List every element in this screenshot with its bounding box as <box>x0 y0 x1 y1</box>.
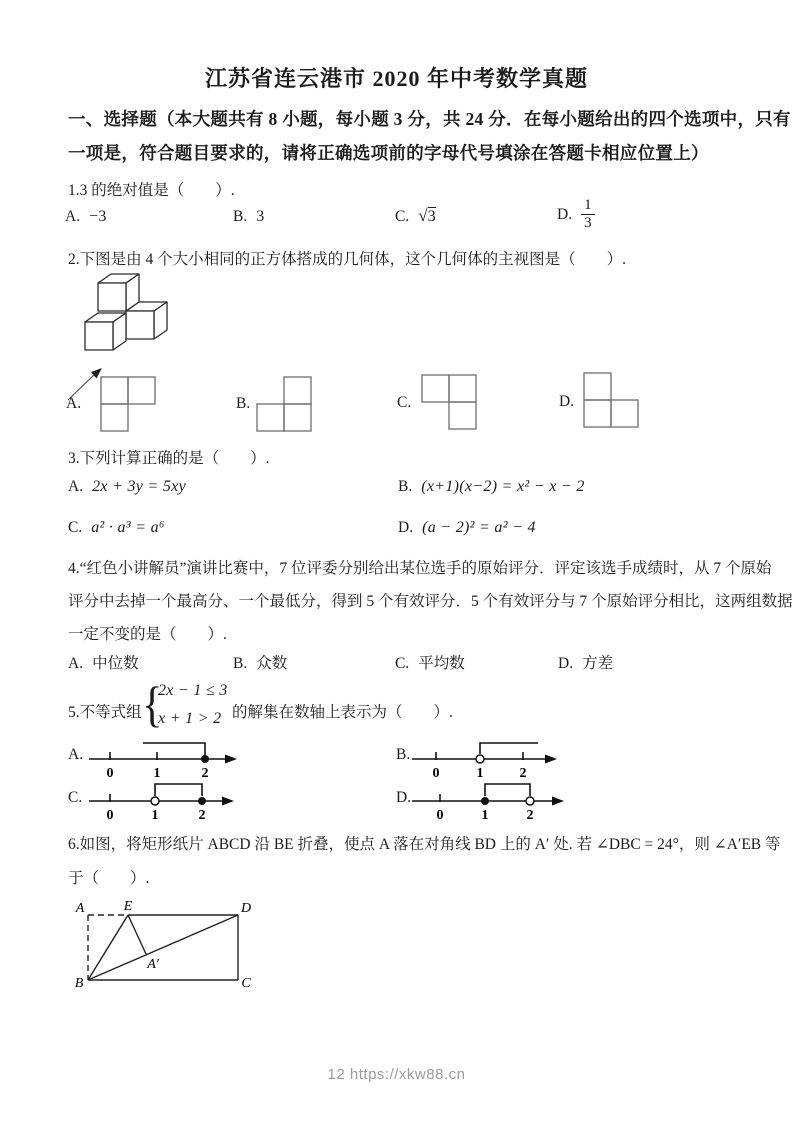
question-6-line1: 6.如图，将矩形纸片 ABCD 沿 BE 折叠，使点 A 落在对角线 BD 上的 A′ 处. 若 ∠DBC = 24°，则 ∠A′EB 等 <box>68 836 781 853</box>
q3-option-d <box>398 519 536 537</box>
diagonal-BD <box>88 915 238 980</box>
tick-label: 2 <box>201 766 209 781</box>
option-label: C. <box>395 208 410 225</box>
solid-point-2 <box>201 755 209 763</box>
numberline-c-figure <box>85 777 250 825</box>
tick-label: 0 <box>106 766 114 781</box>
question-2-text: 2.下图是由 4 个大小相同的正方体搭成的几何体，这个几何体的主视图是（ ）. <box>68 251 627 268</box>
question-4-line3: 一定不变的是（ ）. <box>68 626 227 643</box>
q3-option-a <box>68 478 186 496</box>
q3-option-c <box>68 519 165 537</box>
question-6-line2: 于（ ）. <box>68 870 150 887</box>
q3-option-b <box>398 478 585 496</box>
point-label-A-prime: A′ <box>147 957 159 972</box>
tick-label: 1 <box>481 808 489 823</box>
option-value: a² · a³ = a⁶ <box>91 519 165 536</box>
q2-option-d-figure <box>583 372 640 429</box>
question-4-line1: 4.“红色小讲解员”演讲比赛中，7 位评委分别给出某位选手的原始评分．评定该选手成绩时，从 7 个原始 <box>68 560 772 577</box>
section-heading-line2: 一项是，符合题目要求的，请将正确选项前的字母代号填涂在答题卡相应位置上） <box>68 143 709 163</box>
option-value: 方差 <box>582 655 614 672</box>
option-value: 众数 <box>256 655 288 672</box>
numberline-b-figure <box>408 735 573 783</box>
radicand: 3 <box>427 208 436 225</box>
option-value: 2x + 3y = 5xy <box>92 478 186 495</box>
question-5-suffix: 的解集在数轴上表示为（ ）. <box>232 704 453 721</box>
page-title: 江苏省连云港市 2020 年中考数学真题 <box>204 66 588 91</box>
q1-option-b <box>233 208 264 226</box>
option-label: A. <box>65 208 81 225</box>
option-label: C. <box>395 655 410 672</box>
q1-option-a <box>65 208 107 226</box>
tick-label: 2 <box>198 808 206 823</box>
axis-arrowhead <box>225 755 237 764</box>
solid-point-1 <box>481 797 489 805</box>
q2-option-a-figure <box>100 376 157 433</box>
option-value: 3 <box>256 208 265 225</box>
numberline-b-label: B. <box>396 746 411 763</box>
axis-arrowhead <box>545 755 557 764</box>
tick-label: 2 <box>526 808 534 823</box>
option-label: B. <box>233 655 248 672</box>
cube-face <box>126 311 154 339</box>
axis-arrowhead <box>222 797 234 806</box>
option-label: C. <box>68 519 83 536</box>
numberline-a-figure <box>85 735 250 783</box>
option-label: D. <box>557 205 573 223</box>
solid-point-2 <box>198 797 206 805</box>
fraction <box>581 197 595 233</box>
numberline-d-label: D. <box>396 789 412 806</box>
system-brace: { <box>142 676 163 732</box>
tick-label: 0 <box>432 766 440 781</box>
option-value: 平均数 <box>418 655 465 672</box>
option-value: (x+1)(x−2) = x² − x − 2 <box>421 478 585 495</box>
tick-label: 0 <box>106 808 114 823</box>
open-point-2 <box>526 797 534 805</box>
vertex-label-B: B <box>74 976 84 991</box>
numberline-c-label: C. <box>68 789 83 806</box>
option-value: (a − 2)² = a² − 4 <box>422 519 536 536</box>
tick-label: 1 <box>151 808 159 823</box>
q2-option-b-figure <box>256 376 313 433</box>
axis-arrowhead <box>552 797 564 806</box>
tick-label: 1 <box>476 766 484 781</box>
tick-label: 2 <box>519 766 527 781</box>
page-footer: 12 https://xkw88.cn <box>327 1066 466 1083</box>
q1-option-d <box>557 197 595 233</box>
radical-sign: √ <box>418 206 428 225</box>
vertex-label-D: D <box>240 901 252 916</box>
section-heading-line1: 一、选择题（本大题共有 8 小题，每小题 3 分，共 24 分．在每小题给出的四个选项中，只有 <box>68 109 791 129</box>
vertex-label-A: A <box>75 901 85 916</box>
q2-option-b-label: B. <box>236 395 251 412</box>
option-label: A. <box>68 655 84 672</box>
q2-option-c-figure <box>421 374 478 431</box>
option-label: D. <box>398 519 414 536</box>
fraction-denominator: 3 <box>581 214 595 232</box>
q4-option-c <box>395 651 465 673</box>
rectangle-fold-figure <box>58 898 273 1003</box>
fold-line-BE <box>88 915 128 980</box>
q4-option-d <box>558 651 613 673</box>
inequality-2: x + 1 > 2 <box>158 710 222 727</box>
option-label: D. <box>558 655 574 672</box>
cube-face <box>85 322 113 350</box>
numberline-a-label: A. <box>68 746 84 763</box>
q2-option-c-label: C. <box>397 394 412 411</box>
question-5-prefix: 5.不等式组 <box>68 704 142 721</box>
cube-face <box>98 283 126 311</box>
vertex-label-E: E <box>123 899 133 914</box>
open-point-1 <box>476 755 484 763</box>
option-label: B. <box>233 208 248 225</box>
vertex-label-C: C <box>241 976 251 991</box>
option-label: B. <box>398 478 413 495</box>
q4-option-a <box>68 651 139 673</box>
option-value: −3 <box>89 208 107 225</box>
numberline-d-figure <box>408 777 578 825</box>
question-3-text: 3.下列计算正确的是（ ）. <box>68 450 270 467</box>
open-point-1 <box>151 797 159 805</box>
question-4-line2: 评分中去掉一个最高分、一个最低分，得到 5 个有效评分．5 个有效评分与 7 个原始评分相比，这两组数据 <box>68 593 793 610</box>
q2-option-d-label: D. <box>559 393 575 410</box>
q2-option-a-label: A. <box>66 395 82 412</box>
tick-label: 0 <box>436 808 444 823</box>
option-label: A. <box>68 478 84 495</box>
question-1-text: 1.3 的绝对值是（ ）. <box>68 182 235 199</box>
fraction-numerator: 1 <box>584 197 592 213</box>
inequality-1: 2x − 1 ≤ 3 <box>158 682 228 699</box>
q1-option-c <box>395 206 436 226</box>
q4-option-b <box>233 651 287 673</box>
tick-label: 1 <box>153 766 161 781</box>
option-value: 中位数 <box>92 655 139 672</box>
segment-EA-prime <box>128 915 146 954</box>
